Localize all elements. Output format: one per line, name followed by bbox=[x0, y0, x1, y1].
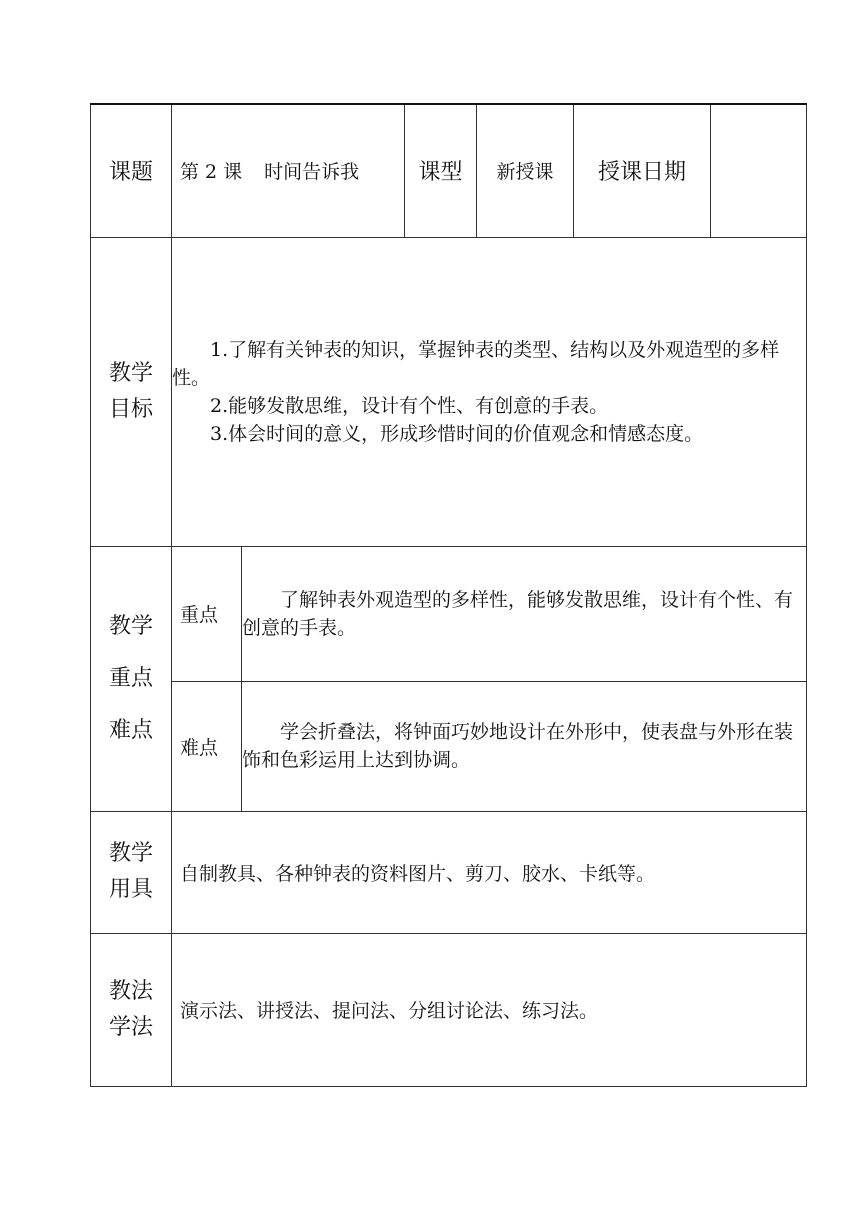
lesson-plan-table bbox=[90, 103, 807, 1087]
lesson-title: 时间告诉我 bbox=[264, 161, 360, 184]
tools-label-line1: 教学 bbox=[108, 841, 153, 866]
methods-label bbox=[91, 933, 172, 1086]
date-label: 授课日期 bbox=[574, 104, 711, 237]
difficulty-label: 难点 bbox=[172, 681, 242, 811]
focus-content bbox=[242, 546, 807, 681]
date-value bbox=[711, 104, 807, 237]
header-row bbox=[91, 104, 807, 237]
tools-label bbox=[91, 811, 172, 933]
difficulty-text: 学会折叠法，将钟面巧妙地设计在外形中，使表盘与外形在装饰和色彩运用上达到协调。 bbox=[242, 721, 794, 771]
objectives-label-line1: 教学 bbox=[108, 360, 153, 386]
methods-text: 演示法、讲授法、提问法、分组讨论法、练习法。 bbox=[172, 933, 807, 1086]
difficulty-content bbox=[242, 681, 807, 811]
objective-item: 3.体会时间的意义，形成珍惜时间的价值观念和情感态度。 bbox=[210, 422, 704, 445]
objectives-label-line2: 目标 bbox=[108, 396, 153, 422]
lesson-title-cell bbox=[172, 104, 405, 237]
key-points-label-line1: 教学 bbox=[108, 613, 153, 639]
type-value: 新授课 bbox=[477, 104, 574, 237]
objectives-label bbox=[91, 237, 172, 546]
tools-text: 自制教具、各种钟表的资料图片、剪刀、胶水、卡纸等。 bbox=[172, 811, 807, 933]
focus-label: 重点 bbox=[172, 546, 242, 681]
methods-label-line1: 教法 bbox=[108, 978, 153, 1004]
key-points-label-line3: 难点 bbox=[108, 717, 153, 743]
topic-label: 课题 bbox=[91, 104, 172, 237]
objectives-row bbox=[91, 237, 807, 546]
lesson-plan-sheet bbox=[90, 103, 806, 1085]
difficulty-row bbox=[91, 681, 807, 811]
key-points-label-line2: 重点 bbox=[108, 665, 153, 691]
objective-item: 2.能够发散思维，设计有个性、有创意的手表。 bbox=[210, 394, 609, 417]
focus-text: 了解钟表外观造型的多样性，能够发散思维，设计有个性、有创意的手表。 bbox=[242, 588, 794, 639]
tools-label-line2: 用具 bbox=[108, 877, 153, 902]
focus-row bbox=[91, 546, 807, 681]
methods-label-line2: 学法 bbox=[108, 1014, 153, 1040]
objectives-content bbox=[172, 237, 807, 546]
type-label: 课型 bbox=[405, 104, 477, 237]
tools-row bbox=[91, 811, 807, 933]
key-points-label bbox=[91, 546, 172, 811]
methods-row bbox=[91, 933, 807, 1086]
lesson-number: 第 2 课 bbox=[180, 161, 243, 184]
objective-item: 1.了解有关钟表的知识，掌握钟表的类型、结构以及外观造型的多样性。 bbox=[172, 338, 780, 389]
